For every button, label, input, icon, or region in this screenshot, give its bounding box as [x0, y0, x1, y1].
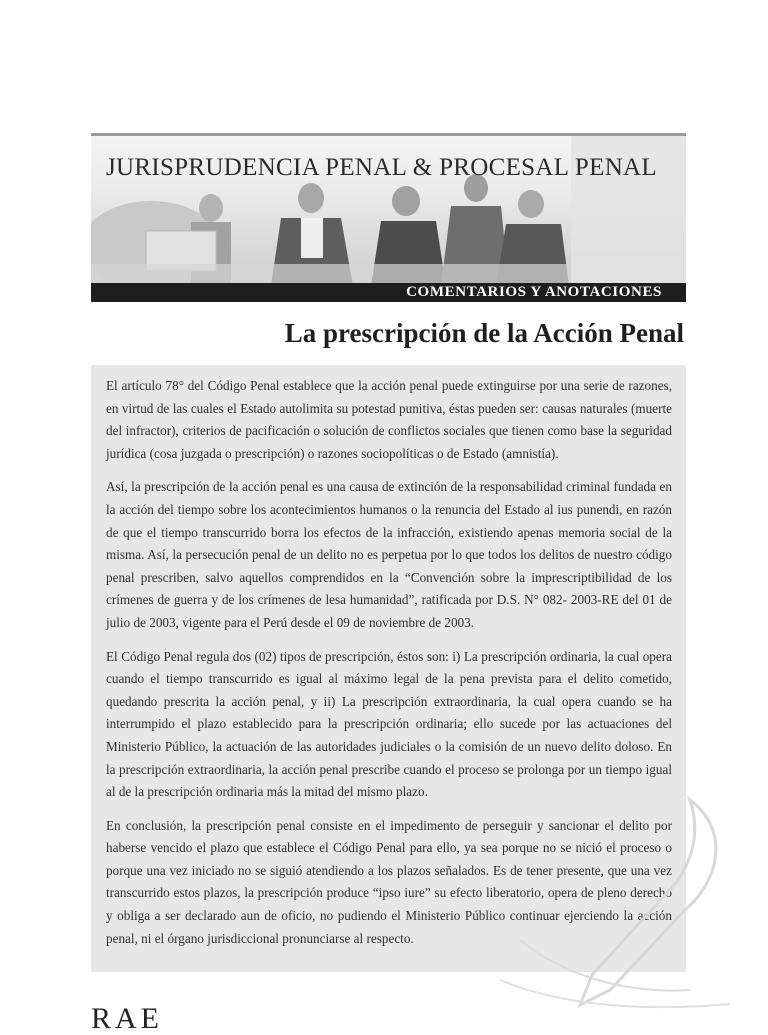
header-banner [91, 133, 686, 283]
pen-watermark-icon [460, 790, 760, 1024]
footer-logo: RAE [91, 1002, 163, 1035]
paragraph-1: El artículo 78° del Código Penal establece que la acción penal puede extinguirse por una serie de razones, en virtud de las cuales el Estado autolimita su potestad punitiva, éstas pueden ser: causas naturales (muerte del infractor), criterios de pacificación o solución de conflictos sociales que tienen como base la seguridad jurídica (cosa juzgada o prescripción) o razones sociopolíticas o de Estado (amnistía). [106, 378, 672, 461]
paragraph-3: El Código Penal regula dos (02) tipos de prescripción, éstos son: i) La prescripción ordinaria, la cual opera cuando el tiempo transcurrido es igual al máximo legal de la pena prevista para el delito cometido, quedando prescrita la acción penal, y ii) La prescripción extraordinaria, la cual opera cuando se ha interrumpido el plazo establecido para la prescripción ordinaria; ello sucede por las actuaciones del Ministerio Público, la actuación de las autoridades judiciales o la comisión de un nuevo delito doloso. En la prescripción extraordinaria, la acción penal prescribe cuando el proceso se prolonga por un tiempo igual al de la prescripción ordinaria más la mitad del mismo plazo. [106, 648, 672, 800]
banner-title: JURISPRUDENCIA PENAL & PROCESAL PENAL [106, 154, 657, 181]
section-label: COMENTARIOS Y ANOTACIONES [406, 284, 662, 300]
section-bar [91, 283, 686, 302]
paragraph-4: En conclusión, la prescripción penal consiste en el impedimento de perseguir y sancionar el delito por haberse vencido el plazo que establece el Código Penal para ello, ya sea porque no se nició el proceso o porque una vez iniciado no se siguió atendiendo a los plazos señalados. Es de tener presente, que una vez transcurrido estos plazos, la prescripción produce “ipso iure” su efecto liberatorio, opera de pleno derecho y obliga a ser declarado aun de oficio, no pudiendo el Ministerio Público continuar ejerciendo la acción penal, ni el órgano jurisdiccional pronunciarse al respecto. [106, 817, 672, 946]
paragraph-2: Así, la prescripción de la acción penal es una causa de extinción de la responsabilidad criminal fundada en la acción del tiempo sobre los acontecimientos humanos o la renuncia del Estado al ius punendi, en razón de que el tiempo transcurrido borra los efectos de la infracción, existiendo apenas memoria social de la misma. Así, la persecución penal de un delito no es perpetua por lo que todos los delitos de nuestro código penal prescriben, salvo aquellos comprendidos en la “Convención sobre la imprescriptibilidad de los crímenes de guerra y de los crímenes de lesa humanidad”, ratificada por D.S. N° 082- 2003-RE del 01 de julio de 2003, vigente para el Perú desde el 09 de noviembre de 2003. [106, 479, 672, 630]
article-title: La prescripción de la Acción Penal [284, 318, 684, 348]
